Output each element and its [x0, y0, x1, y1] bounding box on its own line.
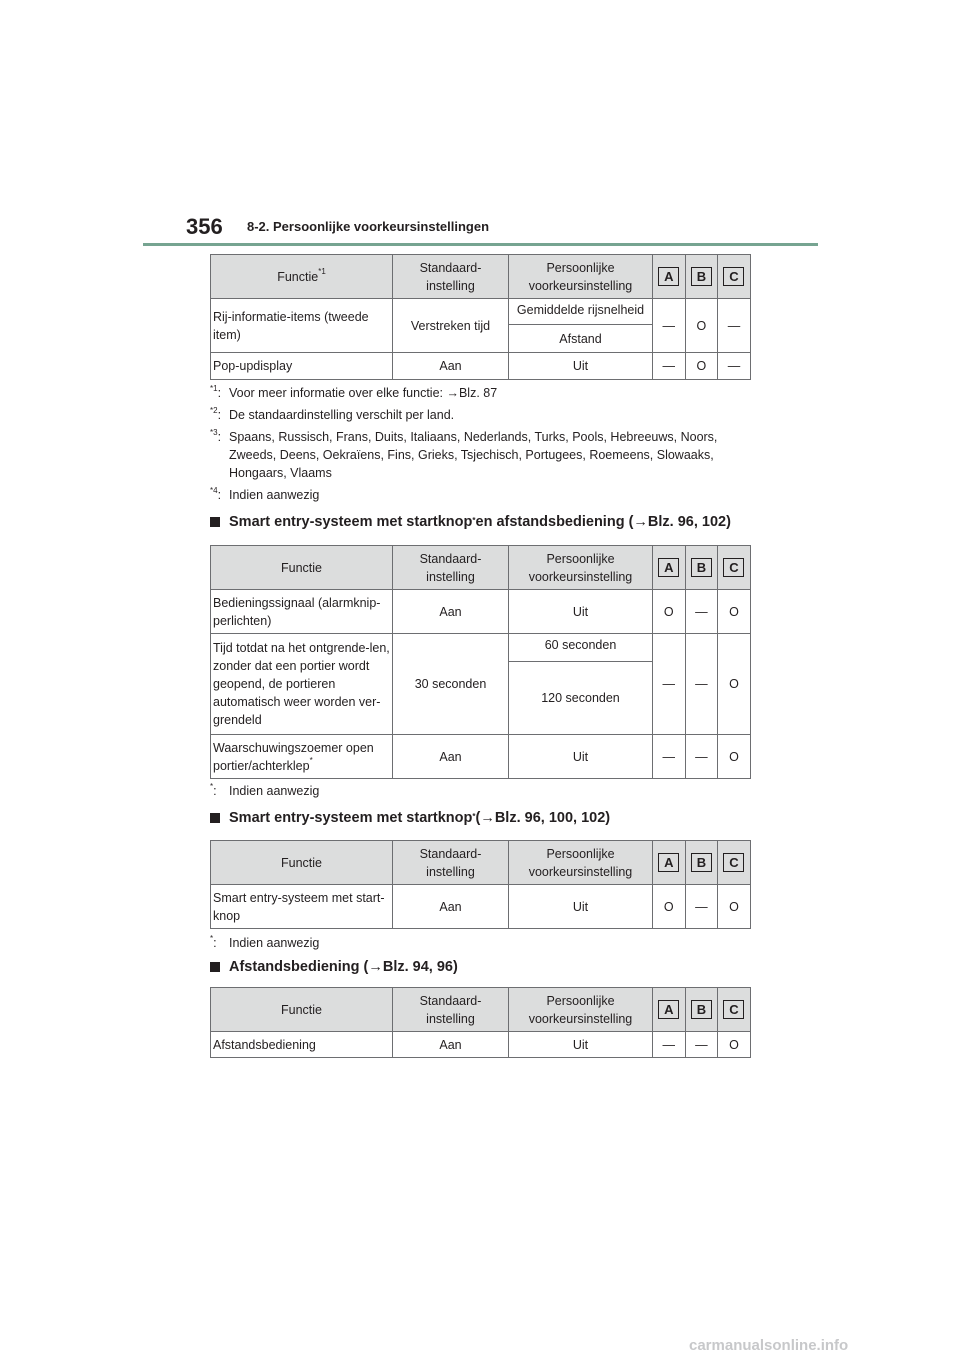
- header-col-c: C: [718, 841, 751, 885]
- table-cell-function: Pop-updisplay: [211, 353, 393, 380]
- header-functie: Functie: [211, 546, 393, 590]
- table-cell-option: 120 seconden: [509, 662, 653, 735]
- table-cell-b: O: [685, 299, 718, 353]
- table-cell-c: —: [718, 353, 751, 380]
- table-cell-option: Uit: [509, 1032, 653, 1058]
- table-cell-function: Tijd totdat na het ontgrende-len, zonder dat een portier wordt geopend, de portieren automatisch weer worden ver-grendeld: [211, 634, 393, 735]
- table-cell-function: Bedieningssignaal (alarmknip-perlichten): [211, 590, 393, 634]
- table-cell-b: —: [685, 885, 718, 929]
- header-persoonlijk: Persoonlijke voorkeursinstelling: [509, 988, 653, 1032]
- header-functie: Functie: [211, 988, 393, 1032]
- table-cell-default: Aan: [393, 1032, 509, 1058]
- table-cell-b: —: [685, 735, 718, 779]
- header-col-a: A: [653, 988, 686, 1032]
- header-col-b: B: [685, 988, 718, 1032]
- settings-table-remote: [210, 987, 751, 1058]
- subheading-smart-entry: Smart entry-systeem met startknop * (→Blz. 96, 100, 102): [210, 810, 610, 826]
- settings-table-smart-entry: [210, 840, 751, 929]
- header-rule: [143, 243, 818, 246]
- table-cell-option: 60 seconden: [509, 634, 653, 662]
- footnote: $^{*4}$: Indien aanwezig: [210, 485, 320, 502]
- header-standaard: Standaard- instelling: [393, 255, 509, 299]
- table-cell-function: Waarschuwingszoemer open portier/achterklep*: [211, 735, 393, 779]
- footer-watermark: carmanualsonline.info: [689, 1337, 849, 1354]
- footnote: $^{*1}$: Voor meer informatie over elke functie: →Blz. 87: [210, 383, 498, 400]
- table-cell-c: O: [718, 1032, 751, 1058]
- table-cell-c: O: [718, 590, 751, 634]
- header-standaard: Standaard- instelling: [393, 988, 509, 1032]
- header-col-b: B: [685, 255, 718, 299]
- settings-table-smart-entry-remote: [210, 545, 751, 779]
- table-cell-a: —: [653, 735, 686, 779]
- table-cell-a: —: [653, 299, 686, 353]
- table-cell-c: O: [718, 735, 751, 779]
- table-cell-a: —: [653, 353, 686, 380]
- footnote-table2: *: Indien aanwezig: [210, 781, 320, 798]
- table-cell-c: O: [718, 634, 751, 735]
- subheading-remote: Afstandsbediening (→Blz. 94, 96): [210, 959, 458, 975]
- page-number: 356: [186, 214, 223, 239]
- table-cell-function: Afstandsbediening: [211, 1032, 393, 1058]
- square-bullet-icon: [210, 962, 220, 972]
- table-cell-option: Afstand: [509, 325, 653, 353]
- header-col-a: A: [653, 255, 686, 299]
- header-persoonlijk: Persoonlijke voorkeursinstelling: [509, 255, 653, 299]
- table-cell-option: Uit: [509, 885, 653, 929]
- table-cell-a: O: [653, 590, 686, 634]
- header-col-b: B: [685, 841, 718, 885]
- table-cell-default: Aan: [393, 590, 509, 634]
- header-col-a: A: [653, 546, 686, 590]
- header-col-c: C: [718, 988, 751, 1032]
- table-cell-default: Aan: [393, 353, 509, 380]
- footnote-table3: *: Indien aanwezig: [210, 933, 320, 950]
- table-cell-a: O: [653, 885, 686, 929]
- section-title: 8-2. Persoonlijke voorkeursinstellingen: [247, 219, 490, 234]
- header-persoonlijk: Persoonlijke voorkeursinstelling: [509, 841, 653, 885]
- footnote: $^{*2}$: De standaardinstelling verschilt per land.: [210, 405, 455, 422]
- header-functie: Functie$^{*1}$: [211, 255, 393, 299]
- table-cell-b: —: [685, 634, 718, 735]
- settings-table-display: [210, 254, 751, 380]
- header-standaard: Standaard- instelling: [393, 841, 509, 885]
- table-cell-function: Rij-informatie-items (tweede item): [211, 299, 393, 353]
- table-cell-c: —: [718, 299, 751, 353]
- header-col-b: B: [685, 546, 718, 590]
- table-cell-b: —: [685, 1032, 718, 1058]
- table-cell-function: Smart entry-systeem met start-knop: [211, 885, 393, 929]
- subheading-smart-entry-remote: Smart entry-systeem met startknop * en afstandsbediening (→Blz. 96, 102): [210, 514, 731, 530]
- header-functie: Functie: [211, 841, 393, 885]
- table-cell-a: —: [653, 1032, 686, 1058]
- header-col-c: C: [718, 255, 751, 299]
- table-cell-a: —: [653, 634, 686, 735]
- header-persoonlijk: Persoonlijke voorkeursinstelling: [509, 546, 653, 590]
- table-cell-c: O: [718, 885, 751, 929]
- square-bullet-icon: [210, 517, 220, 527]
- table-cell-option: Uit: [509, 353, 653, 380]
- square-bullet-icon: [210, 813, 220, 823]
- table-cell-b: O: [685, 353, 718, 380]
- table-cell-default: Aan: [393, 735, 509, 779]
- table-cell-option: Gemiddelde rijsnelheid: [509, 299, 653, 325]
- table-cell-default: Aan: [393, 885, 509, 929]
- header-col-a: A: [653, 841, 686, 885]
- table-cell-option: Uit: [509, 735, 653, 779]
- table-cell-b: —: [685, 590, 718, 634]
- header-standaard: Standaard- instelling: [393, 546, 509, 590]
- table-cell-default: Verstreken tijd: [393, 299, 509, 353]
- table-cell-option: Uit: [509, 590, 653, 634]
- table-cell-default: 30 seconden: [393, 634, 509, 735]
- footnotes-table1: [210, 384, 749, 508]
- footnote: $^{*3}$: Spaans, Russisch, Frans, Duits, Italiaans, Nederlands, Turks, Pools, Hebreeuws, Noors, Zweeds, Deens, Oekraïens, Fins, Grieks, Tsjechisch, Portugees, Roemeens, Slowaaks, Hongaars, Vlaams: [210, 427, 718, 480]
- header-col-c: C: [718, 546, 751, 590]
